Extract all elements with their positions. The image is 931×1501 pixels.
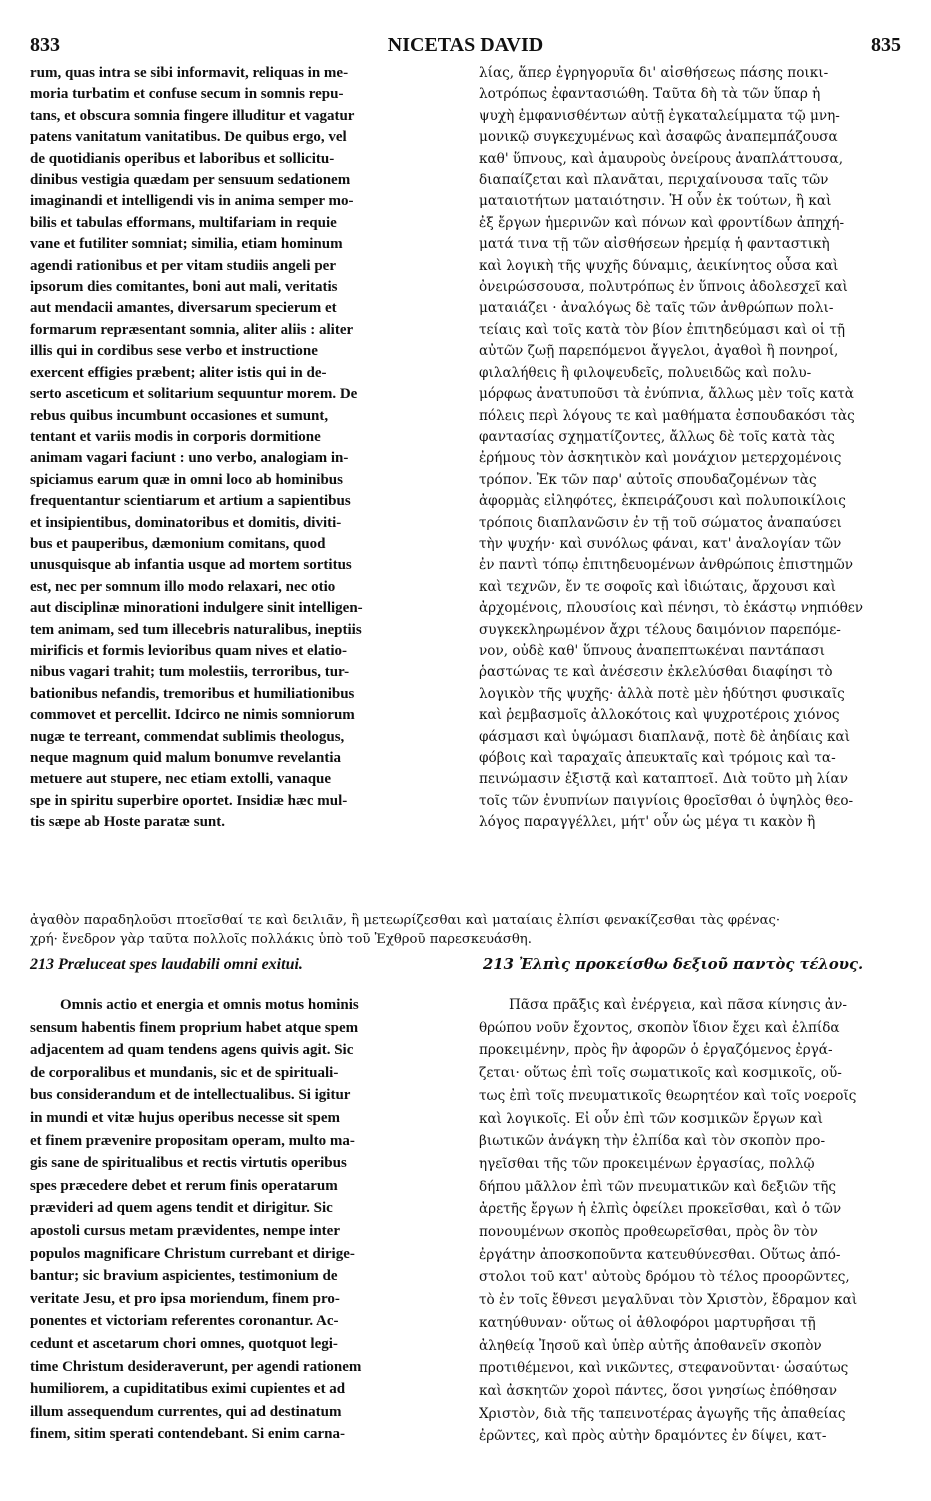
text-line: adjacentem ad quam tendens agens quivis agit. Sic	[30, 1042, 354, 1059]
text-line: vane et futiliter somniat; similia, etiam hominum	[30, 236, 343, 253]
text-line: ῥαστώνας τε καὶ ἀνέσεσιν ἐκλελύσθαι διαφίησι τὸ	[479, 664, 833, 681]
text-line: mirificis et formis levioribus quam nives et elatio-	[30, 642, 348, 659]
text-line: φαντασίας σχηματίζοντες, ἄλλως δὲ τοῖς κατὰ τὰς	[479, 428, 835, 445]
latin-column-bottom	[30, 994, 462, 1446]
text-line: metuere aut stupere, nec etiam extolli, vanaque	[30, 771, 332, 788]
text-line: ψυχὴ ἐμφανισθέντων αὐτῇ ἐγκαταλείμματα τῷ μνη-	[479, 107, 840, 124]
text-line: ἐρήμους τὸν ἀσκητικὸν καὶ μονάχιον μετερχομένοις	[479, 450, 842, 467]
text-line: bus considerandum et de intellectualibus. Si igitur	[30, 1087, 351, 1104]
text-line: bantur; sic bravium aspicientes, testimonium de	[30, 1268, 338, 1285]
text-line: tentant et variis modis in corporis dormitione	[30, 428, 321, 445]
text-line: exercent effigies præbent; aliter istis qui in de-	[30, 364, 327, 381]
text-line: καὶ λογικὴ τῆς ψυχῆς δύναμις, ἀεικίνητος οὖσα καὶ	[479, 257, 839, 274]
text-line: est, nec per somnum illo modo relaxari, nec otio	[30, 578, 336, 595]
text-line: ὀνειρώσσουσα, πολυτρόπως ἐν ὕπνοις ἀδολεσχεῖ καὶ	[479, 279, 848, 296]
text-line: imaginandi et intelligendi vis in anima semper mo-	[30, 193, 354, 210]
text-line: illum assequendum currentes, qui ad destinatum	[30, 1403, 342, 1420]
running-header	[30, 30, 901, 60]
text-line: λίας, ἅπερ ἐγρηγορυῖα δι' αἰσθήσεως πάσης ποικι-	[479, 65, 829, 81]
text-line: formarum repræsentant somnia, aliter aliis : aliter	[30, 321, 354, 338]
text-line: populos magnificare Christum currebant et dirige-	[30, 1245, 355, 1262]
text-line: finem, sitim sperati contendebant. Si enim carna-	[30, 1426, 345, 1443]
latin-column-top	[30, 63, 462, 834]
text-line: βιωτικῶν ἀνάγκη τὴν ἐλπίδα καὶ τὸν σκοπὸν προ-	[479, 1133, 826, 1150]
left-page-number: 833	[30, 33, 60, 56]
text-line: τὸ ἐν τοῖς ἔθνεσι μεγαλῦναι τὸν Χριστὸν, ἔδραμον καὶ	[479, 1292, 858, 1309]
text-line: διαπαίζεται καὶ πλανᾶται, περιχαίνουσα ταῖς τῶν	[479, 172, 829, 189]
text-line: κατηύθυναν· οὕτως οἱ ἀθλοφόροι μαρτυρῆσαι τῇ	[479, 1314, 816, 1331]
text-line: ἀφορμὰς εἰληφότες, ἐκπειράζουσι καὶ πολυποικίλοις	[479, 493, 846, 510]
text-line: ζεται· οὕτως ἐπὶ τοῖς σωματικοῖς καὶ κοσμικοῖς, οὕ-	[479, 1065, 842, 1082]
text-line: rebus quibus incumbunt occasiones et sumunt,	[30, 407, 329, 424]
text-line: sensum habentis finem proprium habet atque spem	[30, 1019, 359, 1036]
text-line: φόβοις καὶ ταραχαῖς ἀπευκταῖς καὶ τρόμοις καὶ τα-	[479, 750, 836, 766]
text-line: καὶ λογικοῖς. Εἰ οὖν ἐπὶ τῶν κοσμικῶν ἔργων καὶ	[479, 1110, 823, 1127]
text-line: καὶ ἀσκητῶν χοροὶ πάντες, ὅσοι γνησίως ἐπόθησαν	[479, 1382, 837, 1399]
text-line: unusquisque ab infantia usque ad mortem sortitus	[30, 557, 352, 574]
text-line: καθ' ὕπνους, καὶ ἀμαυροὺς ὀνείρους ἀναπλάττουσα,	[479, 150, 844, 167]
text-line: spes præcedere debet et rerum finis operatarum	[30, 1177, 338, 1194]
text-line: φάσμασι καὶ ὑψώμασι διαπλανᾷ, ποτὲ δὲ ἀηδίαις καὶ	[479, 728, 851, 745]
text-line: τοῖς τῶν ἐνυπνίων παιγνίοις θροεῖσθαι ὁ ὑψηλὸς θεο-	[479, 792, 854, 809]
text-line: καὶ τεχνῶν, ἔν τε σοφοῖς καὶ ἰδιώταις, ἄρχουσι καὶ	[479, 578, 836, 595]
text-line: gis sane de spiritualibus et rectis virtutis operibus	[30, 1155, 347, 1172]
text-line: ἐργάτην ἀποσκοποῦντα κατευθύνεσθαι. Οὕτως ἀπό-	[479, 1246, 841, 1263]
section-title-greek: 213 Ἐλπὶς προκείσθω δεξιοῦ παντὸς τέλους.	[483, 956, 864, 973]
text-line: συγκεκληρωμένον ἄχρι τέλους δαιμόνιον παρεπόμε-	[479, 621, 841, 638]
text-line: et finem prævenire propositam operam, multo ma-	[30, 1132, 355, 1149]
text-line: λοτρόπως ἐφαντασιώθη. Ταῦτα δὴ τὰ τῶν ὕπαρ ἡ	[479, 86, 821, 103]
greek-column-top	[479, 63, 903, 834]
text-line: ponentes et victoriam referentes coronantur. Ac-	[30, 1313, 339, 1330]
text-line: time Christum desideraverunt, per agendi rationem	[30, 1358, 362, 1375]
text-line: ἀρετῆς ἔργων ἡ ἐλπὶς ὀφείλει προκεῖσθαι, καὶ ὁ τῶν	[479, 1201, 842, 1218]
section-title-latin: 213 Præluceat spes laudabili omni exitui.	[30, 956, 303, 973]
text-line: ἀρχομένοις, πλουσίοις καὶ πένησι, τὸ ἑκάστῳ νηπιόθεν	[479, 600, 864, 617]
text-line: ipsorum dies comitantes, boni aut mali, veritatis	[30, 279, 338, 296]
text-line: Χριστὸν, διὰ τῆς ταπεινοτέρας ἀγωγῆς τῆς ἀπαθείας	[479, 1405, 846, 1422]
text-line: aut mendacii amantes, diversarum specierum et	[30, 300, 337, 317]
text-line: νον, οὐδὲ καθ' ὕπνους ἀναπεπτωκέναι παντάπασι	[479, 642, 825, 659]
text-line: μόρφως ἀνατυποῦσι τὰ ἐνύπνια, ἄλλως μὲν τοῖς κατὰ	[479, 386, 854, 403]
text-line: ἐξ ἔργων ἡμερινῶν καὶ πόνων καὶ φροντίδων ἀπηχή-	[479, 214, 845, 231]
text-line: apostoli cursus metam prævidentes, nempe inter	[30, 1222, 340, 1239]
text-line: veritate Jesu, et pro ipsa moriendum, finem pro-	[30, 1290, 340, 1307]
text-line: ματαιάζει · ἀναλόγως δὲ ταῖς τῶν ἀνθρώπων πολι-	[479, 300, 834, 317]
text-line: τείαις καὶ τοῖς κατὰ τὸν βίον ἐπιτηδεύμασι καὶ οἱ τῇ	[479, 321, 846, 338]
text-line: prævideri ad quem agens tendit et dirigitur. Sic	[30, 1200, 333, 1217]
text-line: τρόπον. Ἐκ τῶν παρ' αὐτοῖς σπουδαζομένων τὰς	[479, 471, 817, 488]
text-line: πονουμένων σκοπὸς προθεωρεῖσθαι, πρὸς ὃν τὸν	[479, 1224, 818, 1241]
text-line: serto asceticum et solitarium sequuntur morem. De	[30, 386, 358, 403]
text-line: neque magnum quid malum bonumve revelantia	[30, 750, 342, 766]
text-line: πόλεις περὶ λόγους τε καὶ μαθήματα ἐσπουδακόσι τὰς	[479, 407, 855, 424]
text-line: agendi rationibus et per vitam studiis angeli per	[30, 257, 336, 274]
text-line: bationibus nefandis, tremoribus et humiliationibus	[30, 685, 355, 702]
text-line: ηγεῖσθαι τῆς τῶν προκειμένων ἐργασίας, πολλῷ	[479, 1155, 815, 1172]
text-line: δήπου μᾶλλον ἐπὶ τῶν πνευματικῶν καὶ δεξιῶν τῆς	[479, 1178, 836, 1195]
text-line: λογικὸν τῆς ψυχῆς· ἀλλὰ ποτὲ μὲν ἡδύτησι φυσικαῖς	[479, 685, 845, 702]
text-line: patens vanitatum vanitatibus. De quibus ergo, vel	[30, 129, 347, 146]
text-line: bilis et tabulas efformans, multifariam in requie	[30, 214, 337, 231]
text-line: frequentantur scientiarum et artium a sapientibus	[30, 493, 351, 510]
greek-spanning-lines	[30, 911, 910, 949]
text-line: bus et pauperibus, dæmonium comitans, quod	[30, 535, 326, 552]
text-line: in mundi et vitæ hujus operibus necesse sit spem	[30, 1109, 341, 1126]
text-line: moria turbatim et confuse secum in somnis repu-	[30, 86, 344, 103]
text-line: cedunt et ascetarum chori omnes, quotquot legi-	[30, 1335, 338, 1352]
text-line: ἐρῶντες, καὶ πρὸς αὐτὴν δραμόντες ἐν δίψει, κατ-	[479, 1428, 827, 1445]
text-line: tis sæpe ab Hoste paratæ sunt.	[30, 814, 226, 831]
text-line: Omnis actio et energia et omnis motus hominis	[60, 997, 359, 1013]
text-line: Πᾶσα πρᾶξις καὶ ἐνέργεια, καὶ πᾶσα κίνησις ἀν-	[509, 997, 847, 1013]
text-line: ματά τινα τῇ τῶν αἰσθήσεων ἠρεμίᾳ ἡ φανταστικὴ	[479, 236, 830, 253]
text-line: commovet et percellit. Idcirco ne nimis somniorum	[30, 707, 355, 724]
text-line: θρώπου νοῦν ἔχοντος, σκοπὸν ἴδιον ἔχει καὶ ἐλπίδα	[479, 1019, 840, 1036]
text-line: προτιθέμενοι, καὶ νικῶντες, στεφανοῦνται· ὡσαύτως	[479, 1360, 849, 1377]
text-line: καὶ ῥεμβασμοῖς ἀλλοκότοις καὶ ψυχροτέροις χιόνος	[479, 707, 840, 724]
text-line: φιλαλήθεις ἢ φιλοψευδεῖς, πολυειδῶς καὶ πολυ-	[479, 364, 812, 381]
greek-column-bottom	[479, 994, 903, 1448]
text-line: χρή· ἔνεδρον γὰρ ταῦτα πολλοῖς πολλάκις ὑπὸ τοῦ Ἐχθροῦ παρεσκευάσθη.	[30, 932, 532, 947]
text-line: tem animam, sed tum illecebris naturalibus, ineptiis	[30, 621, 362, 638]
text-line: στολοι τοῦ κατ' αὐτοὺς δρόμου τὸ τέλος προορῶντες,	[479, 1269, 850, 1286]
text-line: τὴν ψυχήν· καὶ συνόλως φάναι, κατ' ἀναλογίαν τῶν	[479, 535, 842, 552]
text-line: ἀληθείᾳ Ἰησοῦ καὶ ὑπὲρ αὐτῆς ἀποθανεῖν σκοπὸν	[479, 1337, 822, 1354]
text-line: illis qui in cordibus sese verbo et instructione	[30, 343, 318, 360]
text-line: aut disciplinæ minorationi indulgere sinit intelligen-	[30, 600, 363, 617]
text-line: ματαιοτήτων ματαιότησιν. Ἡ οὖν ἐκ τούτων, ἢ καὶ	[479, 193, 832, 210]
text-line: tans, et obscura somnia fingere illuditur et vagatur	[30, 107, 355, 124]
text-line: πεινώμασιν ἐξιστᾷ καὶ καταπτοεῖ. Διὰ τοῦτο μὴ λίαν	[479, 771, 848, 788]
text-line: rum, quas intra se sibi informavit, reliquas in me-	[30, 65, 349, 81]
text-line: λόγος παραγγέλλει, μήτ' οὖν ὡς μέγα τι κακὸν ἢ	[479, 814, 816, 831]
text-line: nibus vagari trahit; tum molestiis, terroribus, tur-	[30, 664, 350, 681]
text-line: προκειμένην, πρὸς ἣν ἀφορῶν ὁ ἐργαζόμενος ἐργά-	[479, 1042, 833, 1059]
text-line: de quotidianis operibus et laboribus et sollicitu-	[30, 150, 335, 167]
running-title: NICETAS DAVID	[387, 33, 544, 56]
text-line: αὐτῶν ζωῇ παρεπόμενοι ἄγγελοι, ἀγαθοὶ ἢ πονηροί,	[479, 343, 839, 360]
right-page-number: 835	[870, 33, 901, 56]
text-line: dinibus vestigia quædam per sensuum sedationem	[30, 172, 351, 189]
text-line: spiciamus earum quæ in omni loco ab hominibus	[30, 471, 343, 488]
text-line: animam vagari faciunt : uno verbo, analogiam in-	[30, 450, 349, 467]
text-line: de corporalibus et mundanis, sic et de spirituali-	[30, 1064, 339, 1081]
text-line: τρόποις διαπλανῶσιν ἐν τῇ τοῦ σώματος ἀναπαύσει	[479, 514, 842, 531]
text-line: τως ἐπὶ τοῖς πνευματικοῖς θεωρητέον καὶ τοῖς νοεροῖς	[479, 1087, 857, 1104]
text-line: ἀγαθὸν παραδηλοῦσι πτοεῖσθαί τε καὶ δειλιᾶν, ἢ μετεωρίζεσθαι καὶ ματαίαις ἐλπίσι φενακίζεσθαι τὰς φρένας·	[30, 913, 781, 928]
text-line: humiliorem, a cupiditatibus eximi cupientes et ad	[30, 1381, 346, 1398]
text-line: μονικῷ συγκεχυμένως καὶ ἀσαφῶς ἀναπεμπάζουσα	[479, 129, 838, 146]
text-line: et insipientibus, dominatoribus et domitis, diviti-	[30, 514, 342, 531]
text-line: nugæ te terreant, commendat sublimis theologus,	[30, 728, 345, 745]
text-line: ἐν παντὶ τόπῳ ἐπιτηδευομένων ἀνθρώποις ἐπιστημῶν	[479, 557, 853, 574]
text-line: spe in spiritu superbire oportet. Insidiæ hæc mul-	[30, 792, 348, 809]
